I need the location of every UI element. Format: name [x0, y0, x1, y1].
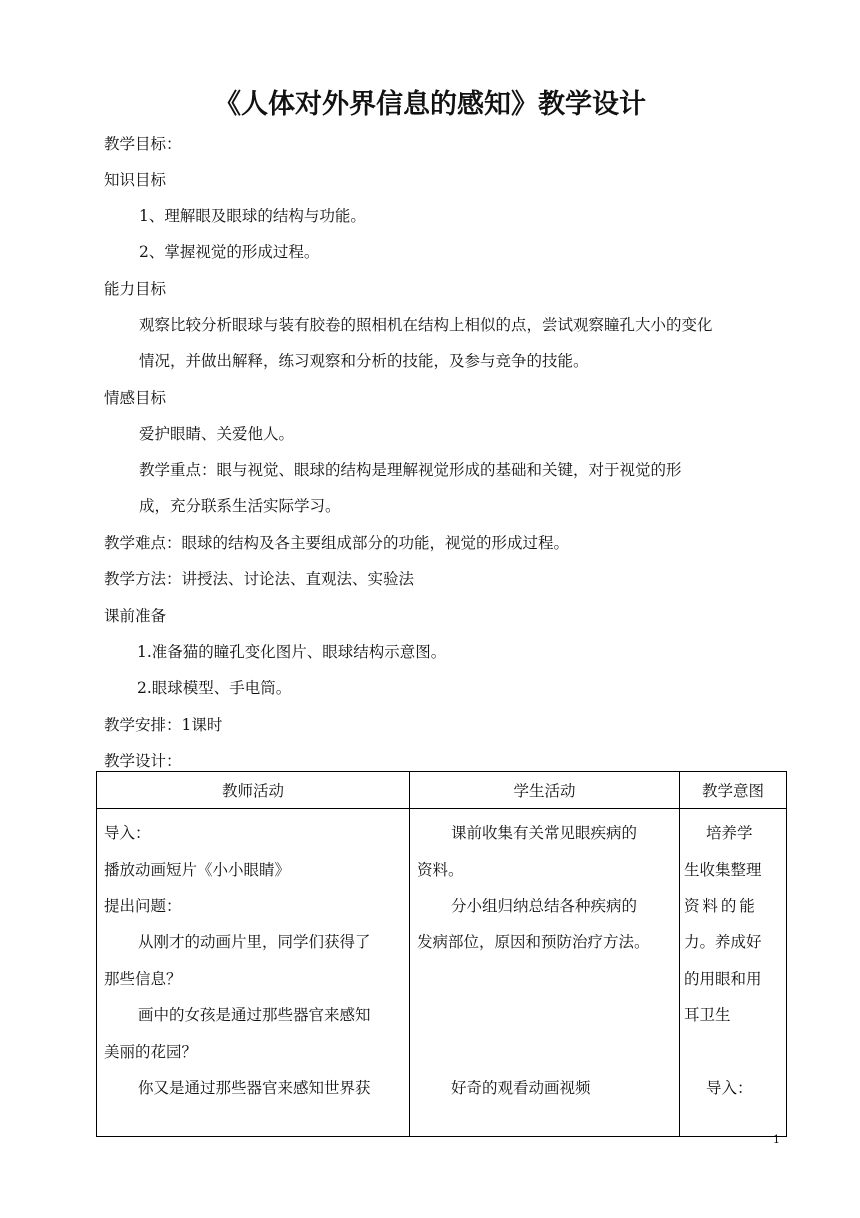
emotion-objectives-heading: 情感目标 — [104, 389, 167, 407]
page-number: 1 — [773, 1133, 780, 1146]
teacher-activity-cell — [97, 809, 410, 1137]
student-line: 好奇的观看动画视频 — [451, 1079, 591, 1097]
student-line: 资料。 — [417, 861, 464, 879]
header-teaching-intent: 教学意图 — [680, 772, 787, 809]
key-points-line-1: 教学重点：眼与视觉、眼球的结构是理解视觉形成的基础和关键，对于视觉的形 — [139, 461, 682, 479]
intent-line: 耳卫生 — [684, 1006, 731, 1024]
teacher-line: 画中的女孩是通过那些器官来感知 — [138, 1006, 371, 1024]
intent-line: 培养学 — [706, 824, 753, 842]
key-points-line-2: 成，充分联系生活实际学习。 — [139, 497, 341, 515]
ability-line-2: 情况，并做出解释，练习观察和分析的技能，及参与竞争的技能。 — [139, 352, 589, 370]
knowledge-item-2: 2、掌握视觉的形成过程。 — [139, 243, 320, 261]
intent-line: 力。养成好 — [684, 933, 762, 951]
design-heading: 教学设计： — [104, 752, 182, 770]
student-line: 课前收集有关常见眼疾病的 — [451, 824, 638, 842]
teacher-line: 导入： — [104, 824, 151, 842]
student-line: 发病部位，原因和预防治疗方法。 — [417, 933, 650, 951]
teacher-line: 从刚才的动画片里，同学们获得了 — [138, 933, 371, 951]
intent-line: 导入： — [706, 1079, 753, 1097]
student-activity-cell — [410, 809, 680, 1137]
ability-line-1: 观察比较分析眼球与装有胶卷的照相机在结构上相似的点，尝试观察瞳孔大小的变化 — [139, 316, 713, 334]
intent-line: 的用眼和用 — [684, 970, 762, 988]
difficulties: 教学难点：眼球的结构及各主要组成部分的功能，视觉的形成过程。 — [104, 534, 570, 552]
ability-objectives-heading: 能力目标 — [104, 280, 167, 298]
knowledge-item-1: 1、理解眼及眼球的结构与功能。 — [139, 207, 366, 225]
student-line: 分小组归纳总结各种疾病的 — [451, 897, 638, 915]
intent-line: 资 料 的 能 — [684, 897, 755, 915]
preparation-heading: 课前准备 — [104, 607, 167, 625]
lesson-plan-table — [96, 771, 787, 1137]
preparation-item-2: 2.眼球模型、手电筒。 — [137, 679, 292, 697]
teacher-line: 你又是通过那些器官来感知世界获 — [138, 1079, 371, 1097]
intent-line: 生收集整理 — [684, 861, 762, 879]
schedule: 教学安排：1课时 — [104, 716, 223, 734]
teacher-line: 播放动画短片《小小眼睛》 — [104, 861, 291, 879]
preparation-item-1: 1.准备猫的瞳孔变化图片、眼球结构示意图。 — [137, 643, 447, 661]
table-row — [97, 809, 787, 1137]
teacher-line: 美丽的花园？ — [104, 1043, 198, 1061]
teacher-line: 提出问题： — [104, 897, 182, 915]
teaching-intent-cell — [680, 809, 787, 1137]
header-student-activity: 学生活动 — [410, 772, 680, 809]
teaching-methods: 教学方法：讲授法、讨论法、直观法、实验法 — [104, 570, 415, 588]
teacher-line: 那些信息？ — [104, 970, 182, 988]
emotion-line: 爱护眼睛、关爱他人。 — [139, 425, 295, 443]
objectives-heading: 教学目标： — [104, 135, 182, 153]
table-header-row — [97, 772, 787, 809]
document-title: 《人体对外界信息的感知》教学设计 — [214, 89, 646, 120]
knowledge-objectives-heading: 知识目标 — [104, 171, 167, 189]
header-teacher-activity: 教师活动 — [97, 772, 410, 809]
